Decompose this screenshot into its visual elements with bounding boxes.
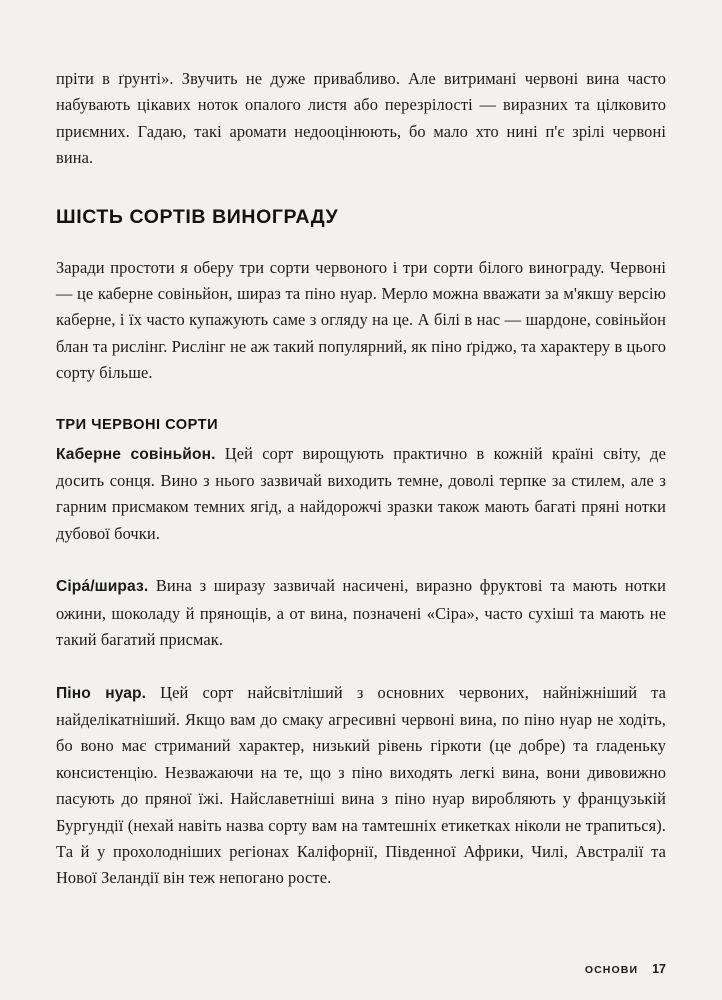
- varietal-entry-pinot-noir: [56, 680, 666, 892]
- varietal-paragraph: [56, 680, 666, 892]
- varietal-description: Цей сорт найсвітліший з основних червоних, найніжніший та найделікатніший. Якщо вам до смаку агресивні червоні вина, по піно нуар не ходіть, бо воно має стриманий характер, низький рівень гіркоти (це добре) та гладеньку консистенцію. Незважаючи на те, що з піно виходять легкі вина, вони дивовижно пасують до пряної їжі. Найславетніші вина з піно нуар виробляють у французькій Бургундії (нехай навіть назва сорту вам на тамтешніх етикетках ніколи не трапиться). Та й у прохолодніших регіонах Каліфорнії, Південної Африки, Чилі, Австралії та Нової Зеландії він теж непогано росте.: [56, 682, 666, 888]
- subsection-heading: ТРИ ЧЕРВОНІ СОРТИ: [56, 416, 219, 433]
- varietal-entry-cabernet: [56, 441, 666, 548]
- varietal-entry-syrah: [56, 573, 666, 653]
- intro-paragraph: пріти в ґрунті». Звучить не дуже привабливо. Але витримані червоні вина часто набувають цікавих ноток опалого листя або перезрілості — виразних та цілковито приємних. Гадаю, такі аромати недооцінюють, бо мало хто нині п'є зрілі червоні вина.: [56, 69, 666, 168]
- varietal-name: Каберне совіньйон.: [56, 445, 216, 463]
- varietal-paragraph: [56, 441, 666, 548]
- page-number: 17: [652, 962, 666, 976]
- section-heading: ШІСТЬ СОРТІВ ВИНОГРАДУ: [56, 205, 339, 228]
- running-head: ОСНОВИ: [584, 964, 639, 976]
- varietal-name: Сіра́/шираз.: [56, 578, 149, 596]
- section-paragraph: Заради простоти я оберу три сорти червоного і три сорти білого винограду. Червоні — це каберне совіньйон, шираз та піно нуар. Мерло можна вважати за м'якшу версію каберне, і їх часто купажують саме з огляду на це. А білі в нас — шардоне, совіньйон блан та рислінг. Рислінг не аж такий популярний, як піно ґріджо, та характеру в цього сорту більше.: [56, 257, 666, 383]
- page-footer: [56, 962, 666, 976]
- varietal-description: Цей сорт вирощують практично в кожній країні світу, де досить сонця. Вино з нього зазвичай виходить темне, доволі терпке за стилем, але з гарним присмаком темних ягід, а найдорожчі зразки також мають багаті пряні нотки дубової бочки.: [56, 443, 666, 543]
- varietal-description: Вина з ширазу зазвичай насичені, виразно фруктові та мають нотки ожини, шоколаду й прянощів, а от вина, позначені «Сіра», часто сухіші та мають не такий багатий присмак.: [56, 576, 666, 650]
- varietal-paragraph: [56, 573, 666, 653]
- varietal-name: Піно нуар.: [56, 684, 147, 702]
